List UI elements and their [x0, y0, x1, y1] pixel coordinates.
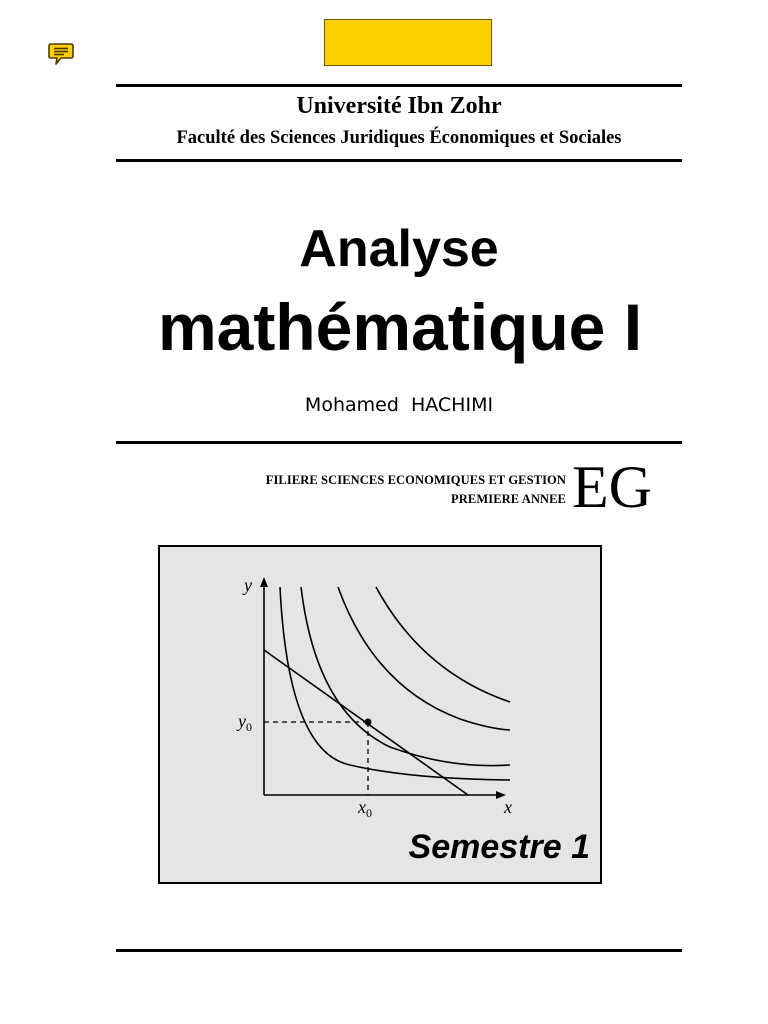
footer-rule	[116, 949, 682, 952]
curve-4	[376, 587, 510, 702]
program-info	[266, 471, 566, 509]
x-axis-label: x	[504, 797, 512, 817]
header-bottom-rule	[116, 159, 682, 162]
title-line-1: Analyse	[299, 220, 499, 278]
y0-label: $y_0$	[238, 711, 252, 734]
curve-3	[338, 587, 510, 730]
highlight-annotation[interactable]	[324, 19, 492, 66]
program-mark: EG	[572, 454, 652, 520]
y-axis-label: y	[244, 575, 252, 595]
program-line-1: FILIERE SCIENCES ECONOMIQUES ET GESTION	[265, 473, 566, 487]
curve-2	[301, 587, 510, 766]
cover-figure	[158, 545, 602, 884]
author-name: Mohamed HACHIMI	[304, 394, 494, 416]
comment-icon[interactable]	[48, 42, 74, 66]
title-line-2: mathématique I	[157, 290, 643, 364]
curve-1	[280, 587, 510, 780]
header-top-rule	[116, 84, 682, 87]
tangency-point	[365, 719, 372, 726]
faculty-name: Faculté des Sciences Juridiques Économiques et Sociales	[176, 128, 622, 148]
program-line-2: PREMIERE ANNEE	[451, 492, 566, 506]
section-rule	[116, 441, 682, 444]
university-name: Université Ibn Zohr	[296, 93, 502, 119]
x0-label: $x_0$	[358, 797, 372, 820]
y-axis-arrow	[260, 577, 268, 587]
semester-label: Semestre 1	[408, 828, 590, 866]
